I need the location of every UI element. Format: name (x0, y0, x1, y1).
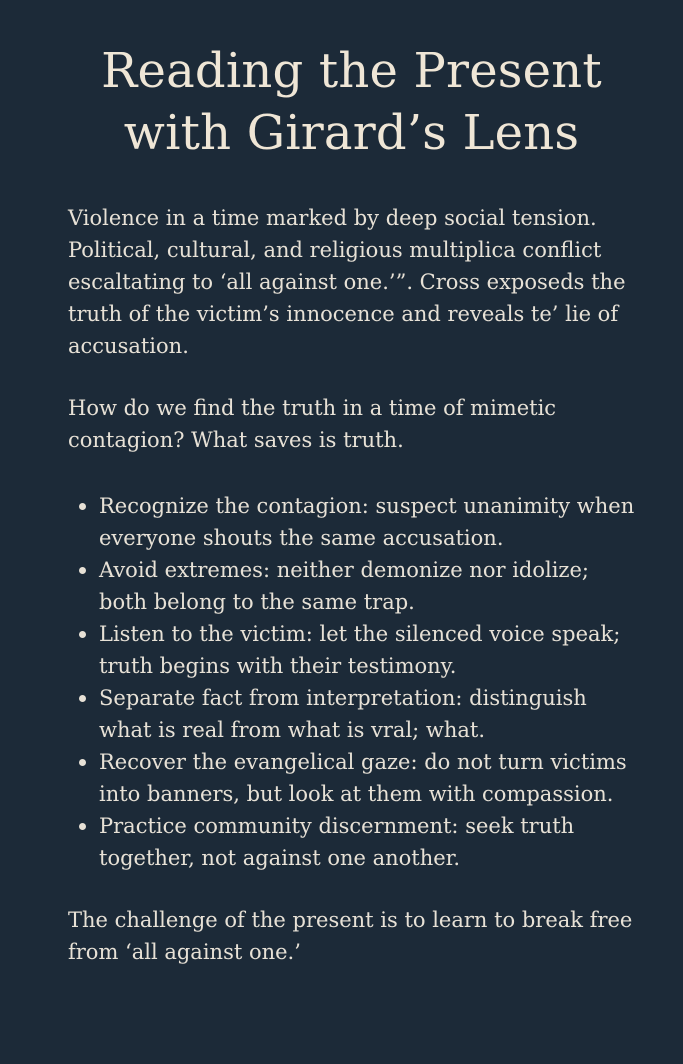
poster-page (0, 40, 683, 1064)
closing-paragraph: The challenge of the present is to learn to break free from ‘all against one.’ (68, 908, 633, 964)
list-item-text: Recover the evangelical gaze: do not turn victims into banners, but look at them with compassion. (99, 750, 627, 806)
title-line-1: Reading the Present (101, 43, 602, 99)
bullet-icon (79, 631, 86, 638)
bullet-icon (79, 503, 86, 510)
list-item (68, 810, 635, 874)
list-item-text: Practice community discernment: seek truth together, not against one another. (99, 814, 575, 870)
list-item (68, 682, 635, 746)
practice-list (68, 490, 635, 874)
title-line-2: with Girard’s Lens (123, 105, 580, 161)
bullet-icon (79, 759, 86, 766)
list-item-text: Listen to the victim: let the silenced voice speak; truth begins with their testimony. (99, 622, 621, 678)
page-title (68, 40, 635, 164)
bullet-icon (79, 567, 86, 574)
list-item-text: Avoid extremes: neither demonize nor idolize; both belong to the same trap. (99, 558, 589, 614)
list-item (68, 554, 635, 618)
intro-paragraph: Violence in a time marked by deep social tension. Political, cultural, and religious multiplica conflict escaltating to ‘all against one.’”. Cross exposeds the truth of the victim’s innocence and reveals te’ lie of accusation. (68, 206, 626, 358)
list-item-text: Separate fact from interpretation: distinguish what is real from what is vral; what. (99, 686, 587, 742)
list-item (68, 746, 635, 810)
bullet-icon (79, 695, 86, 702)
list-item (68, 490, 635, 554)
question-paragraph: How do we find the truth in a time of mimetic contagion? What saves is truth. (68, 396, 557, 452)
bullet-icon (79, 823, 86, 830)
list-item-text: Recognize the contagion: suspect unanimity when everyone shouts the same accusation. (99, 494, 635, 550)
list-item (68, 618, 635, 682)
